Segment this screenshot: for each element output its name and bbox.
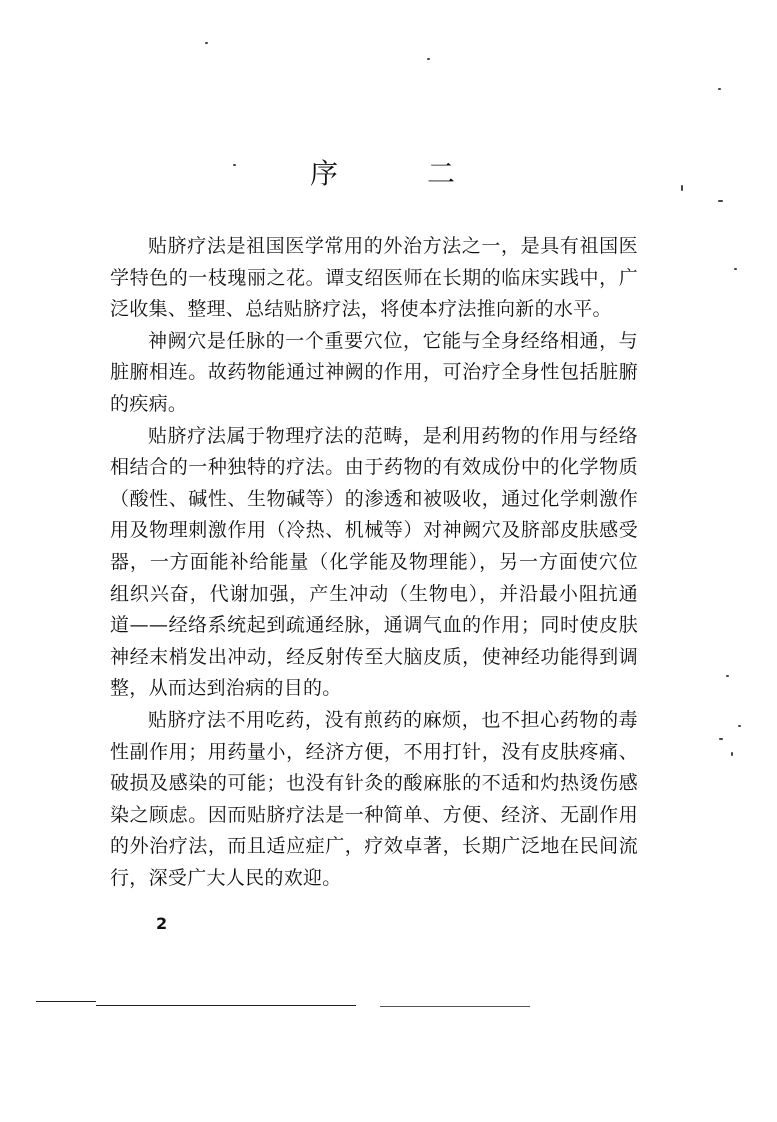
scan-speck xyxy=(681,185,683,191)
scan-speck xyxy=(738,725,741,727)
page-number: 2 xyxy=(156,914,168,933)
bottom-rule-left xyxy=(36,1001,96,1002)
bottom-rule-main xyxy=(96,1005,356,1006)
scan-speck xyxy=(719,738,723,740)
scan-speck xyxy=(233,164,236,166)
paragraph-3: 贴脐疗法属于物理疗法的范畴，是利用药物的作用与经络相结合的一种独特的疗法。由于药物的有效成份中的化学物质（酸性、碱性、生物碱等）的渗透和被吸收，通过化学刺激作用及物理刺激作用（冷热、机械等）对神阙穴及脐部皮肤感受器，一方面能补给能量（化学能及物理能），另一方面使穴位组织兴奋，代谢加强，产生冲动（生物电），并沿最小阻抗通道——经络系统起到疏通经脉，通调气血的作用；同时使皮肤神经末梢发出冲动，经反射传至大脑皮质，使神经功能得到调整，从而达到治病的目的。 xyxy=(110,424,638,700)
scan-speck xyxy=(205,42,208,44)
paragraph-2: 神阙穴是任脉的一个重要穴位，它能与全身经络相通，与脏腑相连。故药物能通过神阙的作用，可治疗全身性包括脏腑的疾病。 xyxy=(110,329,638,415)
scan-speck xyxy=(427,58,430,60)
body-text xyxy=(110,231,638,894)
scan-speck xyxy=(731,752,733,756)
scan-speck xyxy=(718,200,723,202)
page-title: 序 二 xyxy=(310,157,495,190)
paragraph-1: 贴脐疗法是祖国医学常用的外治方法之一，是具有祖国医学特色的一枝瑰丽之花。谭支绍医师在长期的临床实践中，广泛收集、整理、总结贴脐疗法，将使本疗法推向新的水平。 xyxy=(110,235,638,321)
scan-speck xyxy=(734,268,737,270)
scan-speck xyxy=(718,88,721,90)
paragraph-4: 贴脐疗法不用吃药，没有煎药的麻烦，也不担心药物的毒性副作用；用药量小，经济方便，不用打针，没有皮肤疼痛、破损及感染的可能；也没有针灸的酸麻胀的不适和灼热烫伤感染之顾虑。因而贴脐疗法是一种简单、方便、经济、无副作用的外治疗法，而且适应症广，疗效卓著，长期广泛地在民间流行，深受广大人民的欢迎。 xyxy=(110,708,638,889)
scan-speck xyxy=(726,675,729,677)
bottom-rule-right xyxy=(380,1006,530,1007)
